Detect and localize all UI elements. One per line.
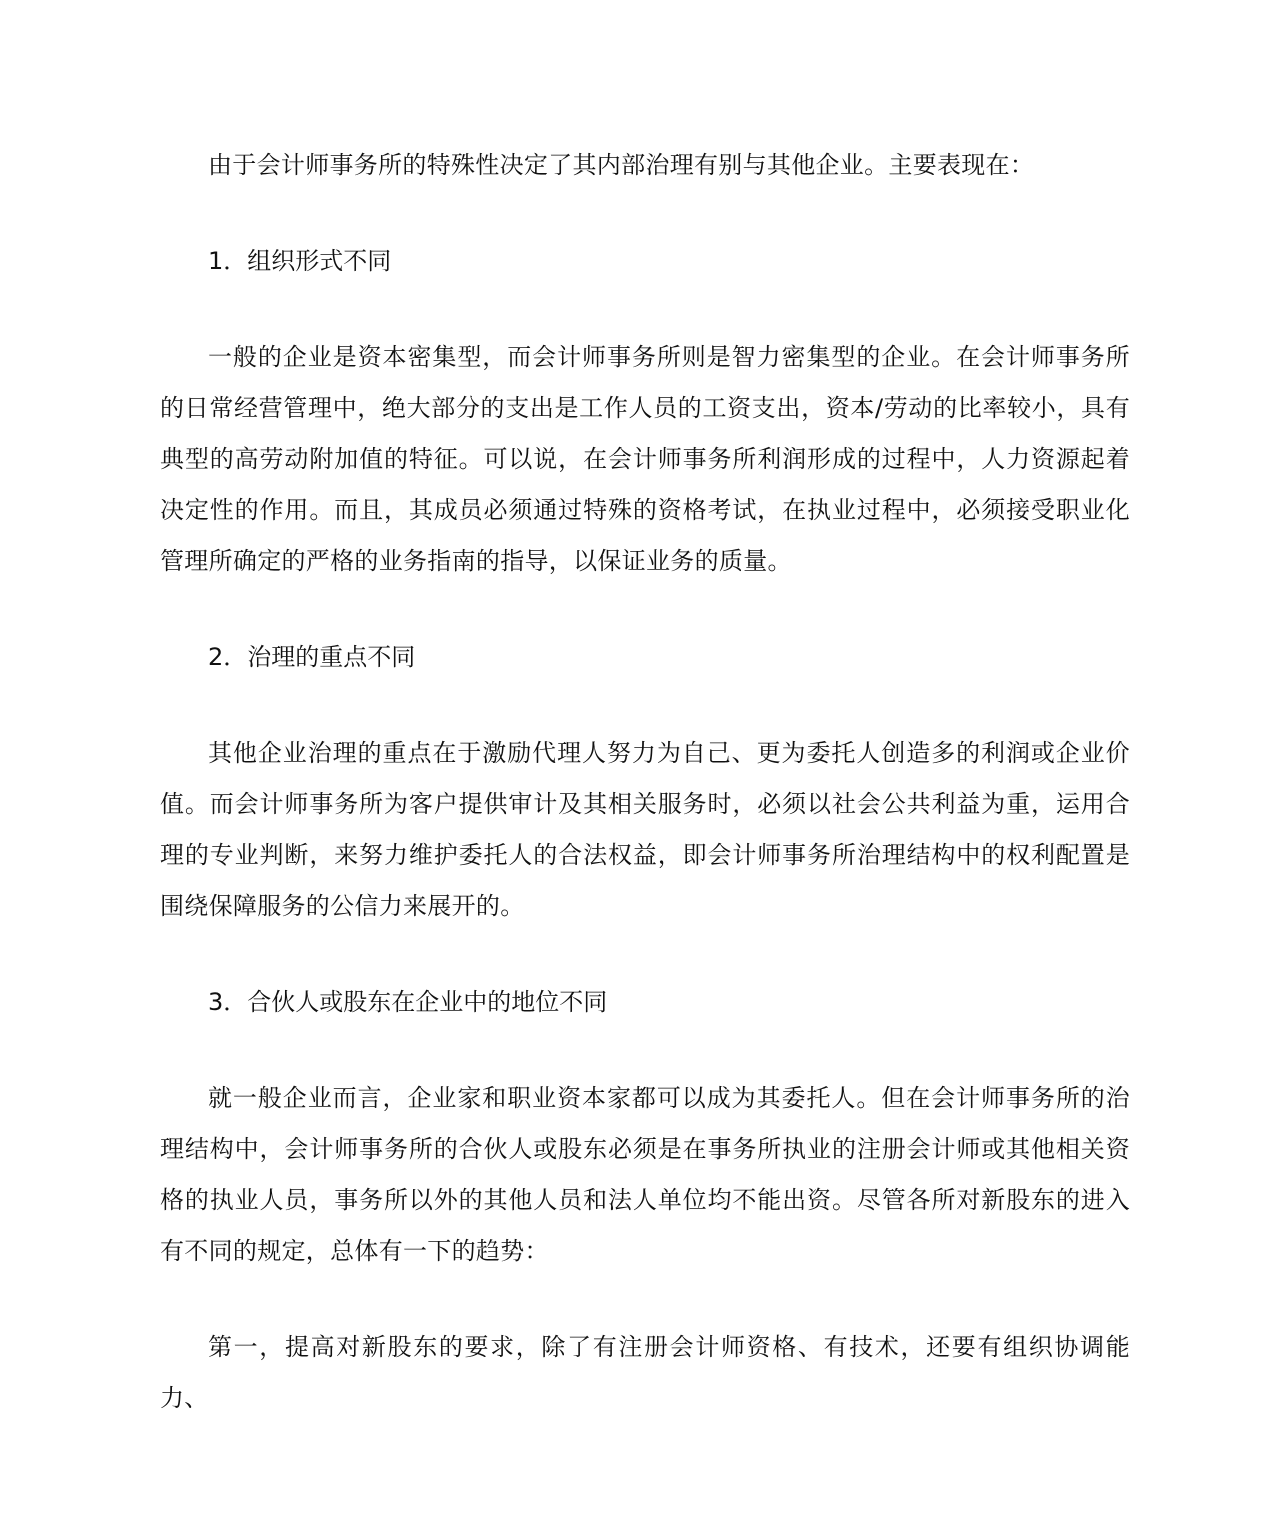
paragraph-gap [160,932,1130,977]
paragraph-section-1: 一般的企业是资本密集型，而会计师事务所则是智力密集型的企业。在会计师事务所的日常经营管理中，绝大部分的支出是工作人员的工资支出，资本/劳动的比率较小，具有典型的高劳动附加值的特征。可以说，在会计师事务所利润形成的过程中，人力资源起着决定性的作用。而且，其成员必须通过特殊的资格考试，在执业过程中，必须接受职业化管理所确定的严格的业务指南的指导，以保证业务的质量。 [160,343,1130,575]
document-body [160,140,1130,1424]
section-heading-1: 1．组织形式不同 [208,247,392,275]
paragraph-section-2: 其他企业治理的重点在于激励代理人努力为自己、更为委托人创造多的利润或企业价值。而会计师事务所为客户提供审计及其相关服务时，必须以社会公共利益为重，运用合理的专业判断，来努力维护委托人的合法权益，即会计师事务所治理结构中的权利配置是围绕保障服务的公信力来展开的。 [160,739,1130,920]
paragraph-gap [160,191,1130,236]
paragraph-gap [160,683,1130,728]
paragraph-first-trend: 第一，提高对新股东的要求，除了有注册会计师资格、有技术，还要有组织协调能力、 [160,1333,1130,1412]
paragraph-section-3: 就一般企业而言，企业家和职业资本家都可以成为其委托人。但在会计师事务所的治理结构中，会计师事务所的合伙人或股东必须是在事务所执业的注册会计师或其他相关资格的执业人员，事务所以外的其他人员和法人单位均不能出资。尽管各所对新股东的进入有不同的规定，总体有一下的趋势： [160,1084,1130,1265]
section-heading-2: 2．治理的重点不同 [208,643,416,671]
paragraph-gap [160,1277,1130,1322]
section-heading-3: 3．合伙人或股东在企业中的地位不同 [208,988,608,1016]
paragraph-gap [160,1028,1130,1073]
paragraph-gap [160,287,1130,332]
paragraph-gap [160,587,1130,632]
paragraph-intro: 由于会计师事务所的特殊性决定了其内部治理有别与其他企业。主要表现在： [208,151,1035,179]
